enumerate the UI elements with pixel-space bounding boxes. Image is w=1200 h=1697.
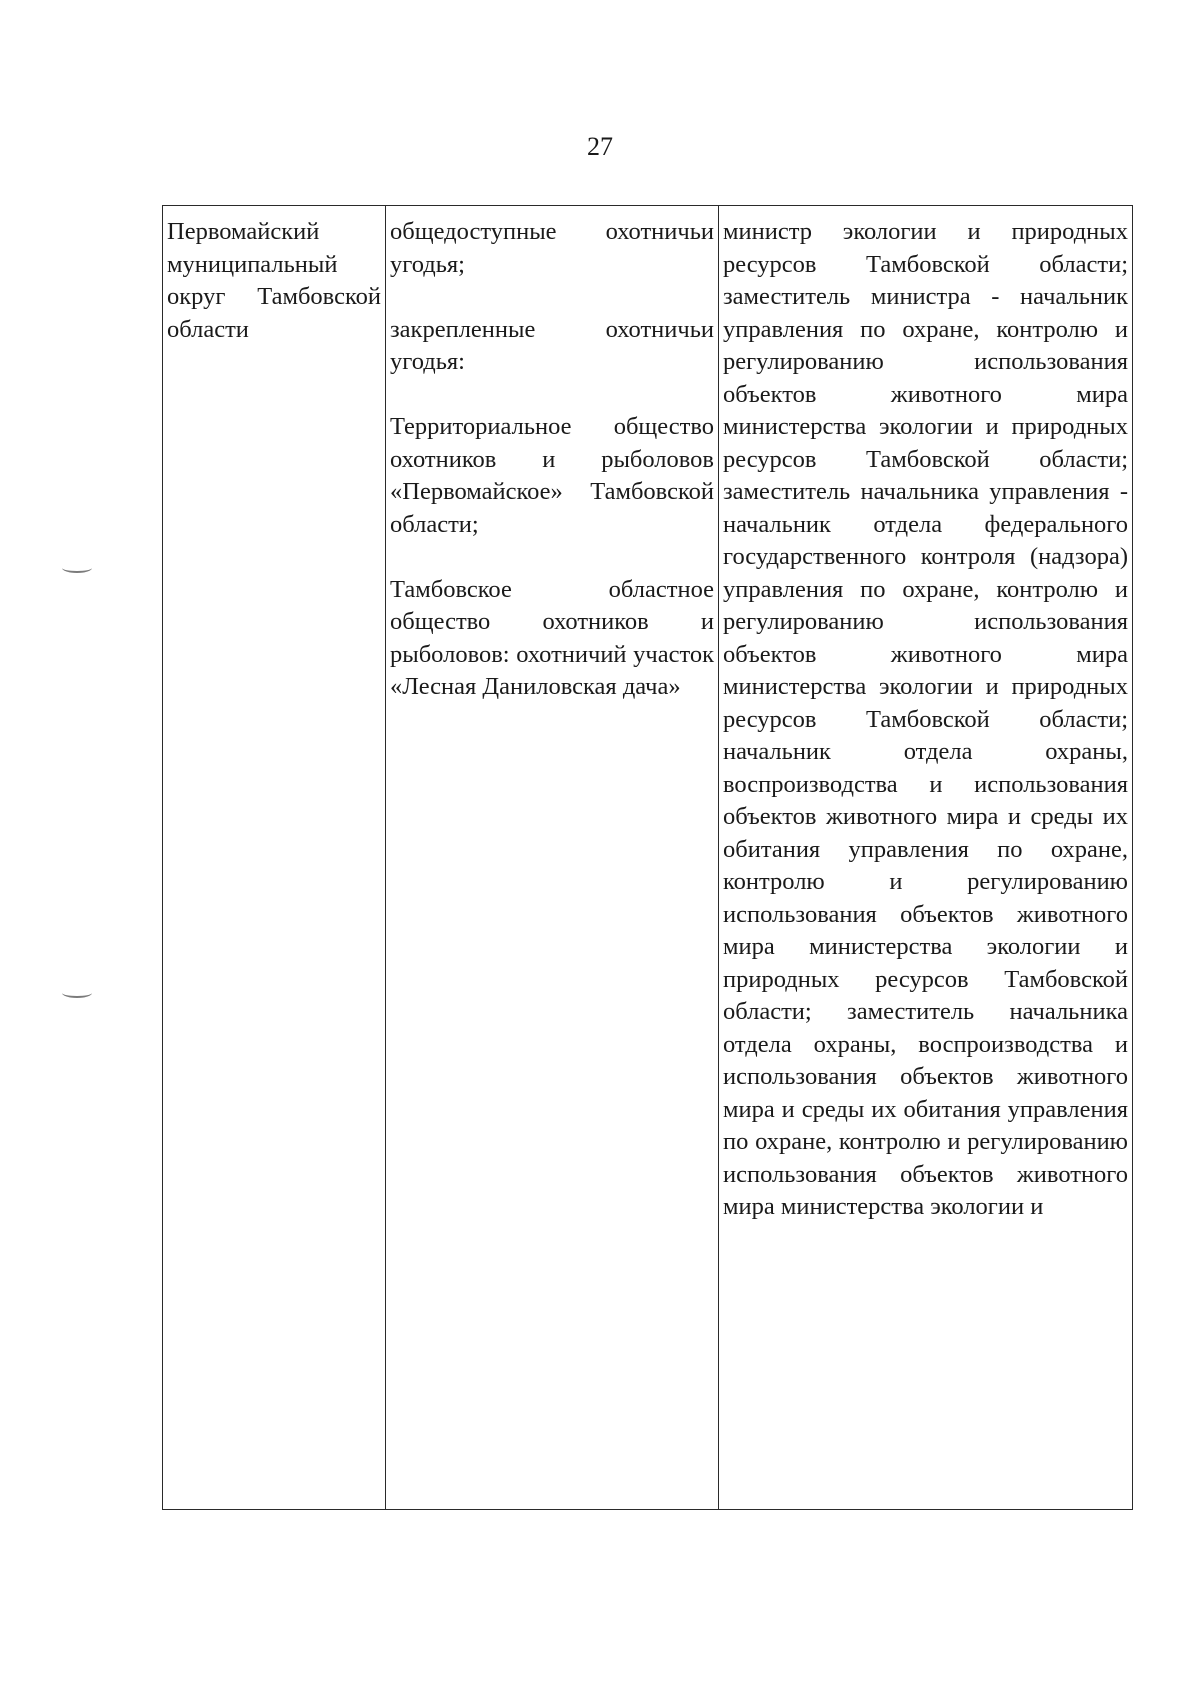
hunting-grounds-table (162, 205, 1133, 1510)
hunting-grounds-cell (386, 206, 719, 1510)
officials-list: министр экологии и природных ресурсов Тамбовской области; заместитель министра - начальник управления по охране, контролю и регулированию использования объектов животного мира министерства экологии и природных ресурсов Тамбовской области; заместитель начальника управления - начальник отдела федерального государственного контроля (надзора) управления по охране, контролю и регулированию использования объектов животного мира министерства экологии и природных ресурсов Тамбовской области; начальник отдела охраны, воспроизводства и использования объектов животного мира и среды их обитания управления по охране, контролю и регулированию использования объектов животного мира министерства экологии и природных ресурсов Тамбовской области; заместитель начальника отдела охраны, воспроизводства и использования объектов животного мира и среды их обитания управления по охране, контролю и регулированию использования объектов животного мира министерства экологии и (723, 218, 1128, 1220)
municipality-cell (163, 206, 386, 1510)
society-pervomayskoe-text: Территориальное общество охотников и рыболовов «Первомайское» Тамбовской области; (390, 413, 714, 538)
scan-mark (62, 563, 92, 573)
public-grounds-text: общедоступные охотничьи угодья; (390, 218, 714, 278)
municipality-name: Первомайский муниципальный округ Тамбовской области (167, 218, 381, 343)
table-row (163, 206, 1133, 1510)
page-number: 27 (587, 132, 613, 161)
officials-cell (719, 206, 1133, 1510)
scan-mark (62, 988, 92, 998)
society-tambov-regional-text: Тамбовское областное общество охотников и рыболовов: охотничий участок «Лесная Даниловская дача» (390, 575, 714, 700)
assigned-grounds-text: закрепленные охотничьи угодья: (390, 315, 714, 375)
